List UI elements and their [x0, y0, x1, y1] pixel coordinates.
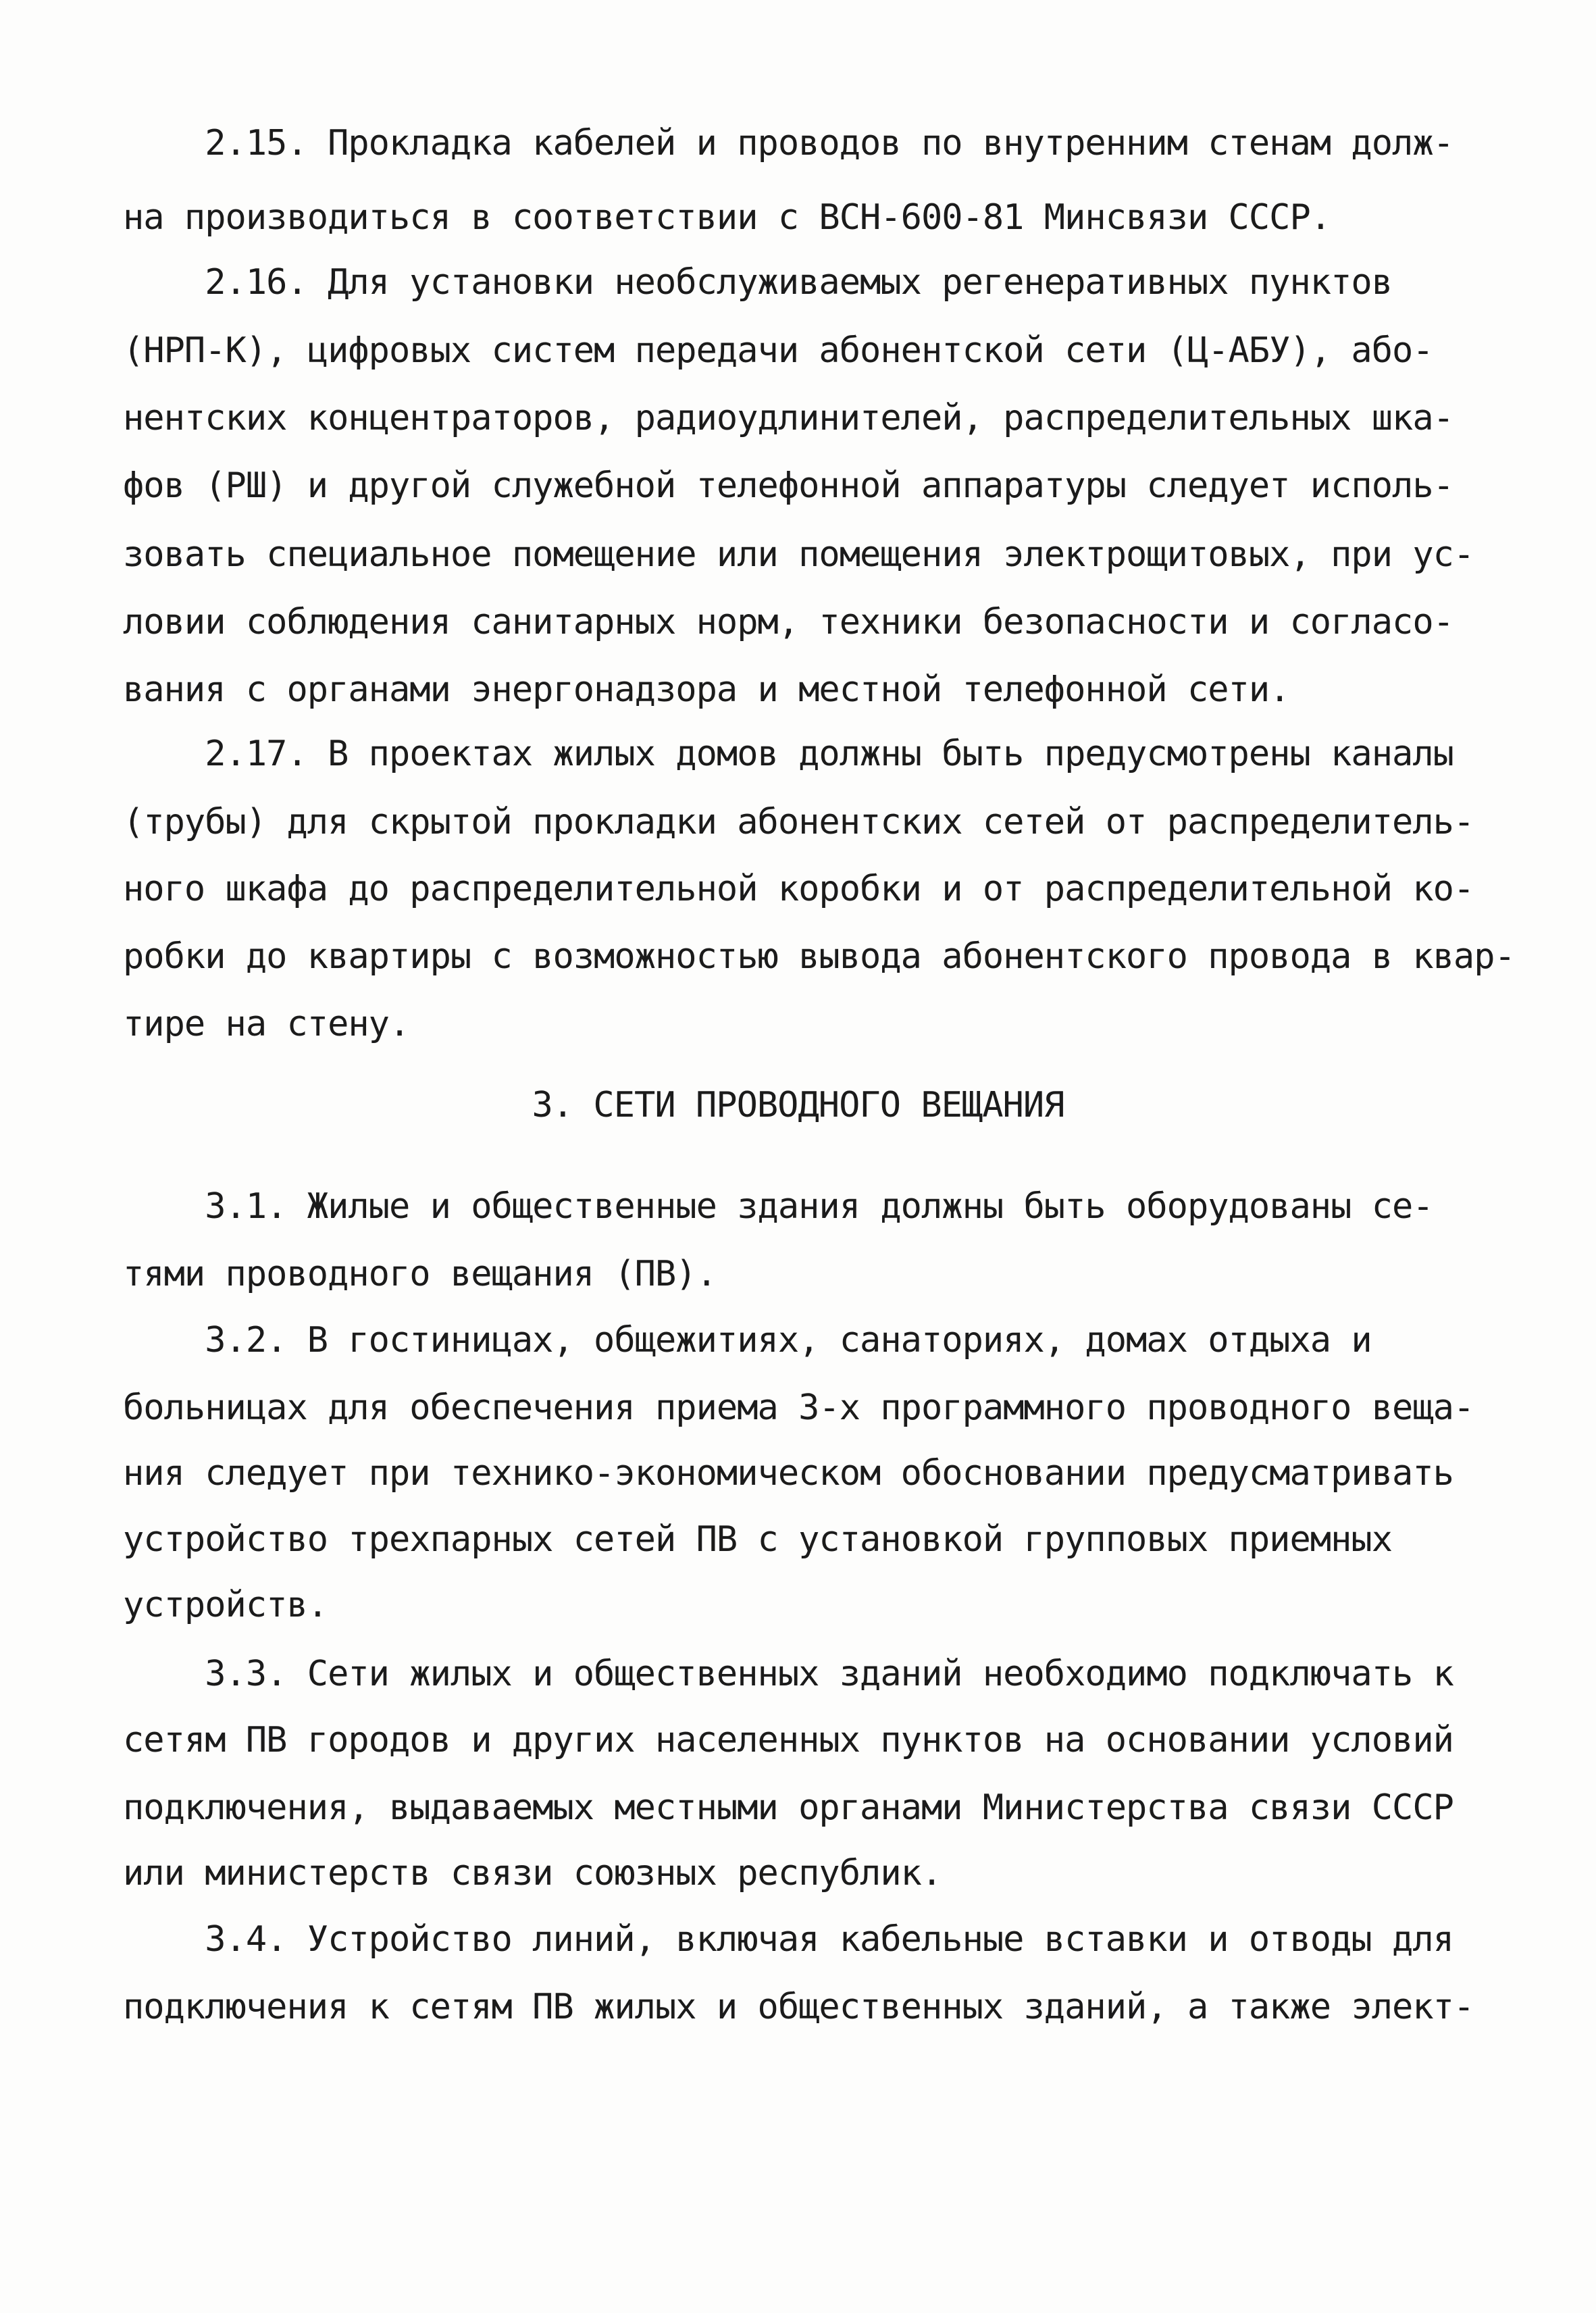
paragraph-2-17-line-3: ного шкафа до распределительной коробки и от распределительной ко- [123, 869, 1474, 909]
paragraph-3-3-line-2: сетям ПВ городов и других населенных пунктов на основании условий [123, 1720, 1453, 1760]
paragraph-3-3-line-1: 3.3. Сети жилых и общественных зданий необходимо подключать к [123, 1654, 1453, 1694]
paragraph-3-4-line-1: 3.4. Устройство линий, включая кабельные вставки и отводы для [123, 1919, 1453, 1960]
paragraph-3-4-line-2: подключения к сетям ПВ жилых и общественных зданий, а также элект- [123, 1987, 1474, 2027]
paragraph-3-1-line-1: 3.1. Жилые и общественные здания должны быть оборудованы се- [123, 1186, 1433, 1227]
paragraph-3-2-line-4: устройство трехпарных сетей ПВ с установкой групповых приемных [123, 1519, 1393, 1560]
paragraph-3-2-line-2: больницах для обеспечения приема 3-х программного проводного веща- [123, 1388, 1474, 1428]
paragraph-2-16-line-6: ловии соблюдения санитарных норм, техники безопасности и согласо- [123, 602, 1453, 642]
paragraph-3-1-line-2: тями проводного вещания (ПВ). [123, 1254, 717, 1294]
paragraph-3-2-line-3: ния следует при технико-экономическом обосновании предусматривать [123, 1453, 1453, 1494]
paragraph-2-15-line-1: 2.15. Прокладка кабелей и проводов по внутренним стенам долж- [123, 123, 1453, 163]
section-heading: 3. СЕТИ ПРОВОДНОГО ВЕЩАНИЯ [532, 1085, 1064, 1125]
paragraph-2-17-line-1: 2.17. В проектах жилых домов должны быть предусмотрены каналы [123, 734, 1453, 774]
paragraph-3-3-line-4: или министерств связи союзных республик. [123, 1853, 942, 1893]
paragraph-3-2-line-1: 3.2. В гостиницах, общежитиях, санаториях, домах отдыха и [123, 1320, 1372, 1361]
paragraph-2-16-line-4: фов (РШ) и другой служебной телефонной аппаратуры следует исполь- [123, 465, 1453, 506]
paragraph-2-15-line-2: на производиться в соответствии с ВСН-600-81 Минсвязи СССР. [123, 197, 1331, 238]
paragraph-3-3-line-3: подключения, выдаваемых местными органами Министерства связи СССР [123, 1787, 1453, 1828]
paragraph-2-17-line-4: робки до квартиры с возможностью вывода абонентского провода в квар- [123, 936, 1515, 977]
paragraph-2-17-line-5: тире на стену. [123, 1004, 410, 1044]
paragraph-2-16-line-7: вания с органами энергонадзора и местной телефонной сети. [123, 669, 1290, 710]
paragraph-3-2-line-5: устройств. [123, 1585, 328, 1625]
paragraph-2-17-line-2: (трубы) для скрытой прокладки абонентских сетей от распределитель- [123, 802, 1474, 842]
paragraph-2-16-line-1: 2.16. Для установки необслуживаемых регенеративных пунктов [123, 262, 1393, 303]
paragraph-2-16-line-3: нентских концентраторов, радиоудлинителей, распределительных шка- [123, 398, 1453, 438]
paragraph-2-16-line-5: зовать специальное помещение или помещения электрощитовых, при ус- [123, 534, 1474, 575]
paragraph-2-16-line-2: (НРП-К), цифровых систем передачи абонентской сети (Ц-АБУ), або- [123, 330, 1433, 371]
